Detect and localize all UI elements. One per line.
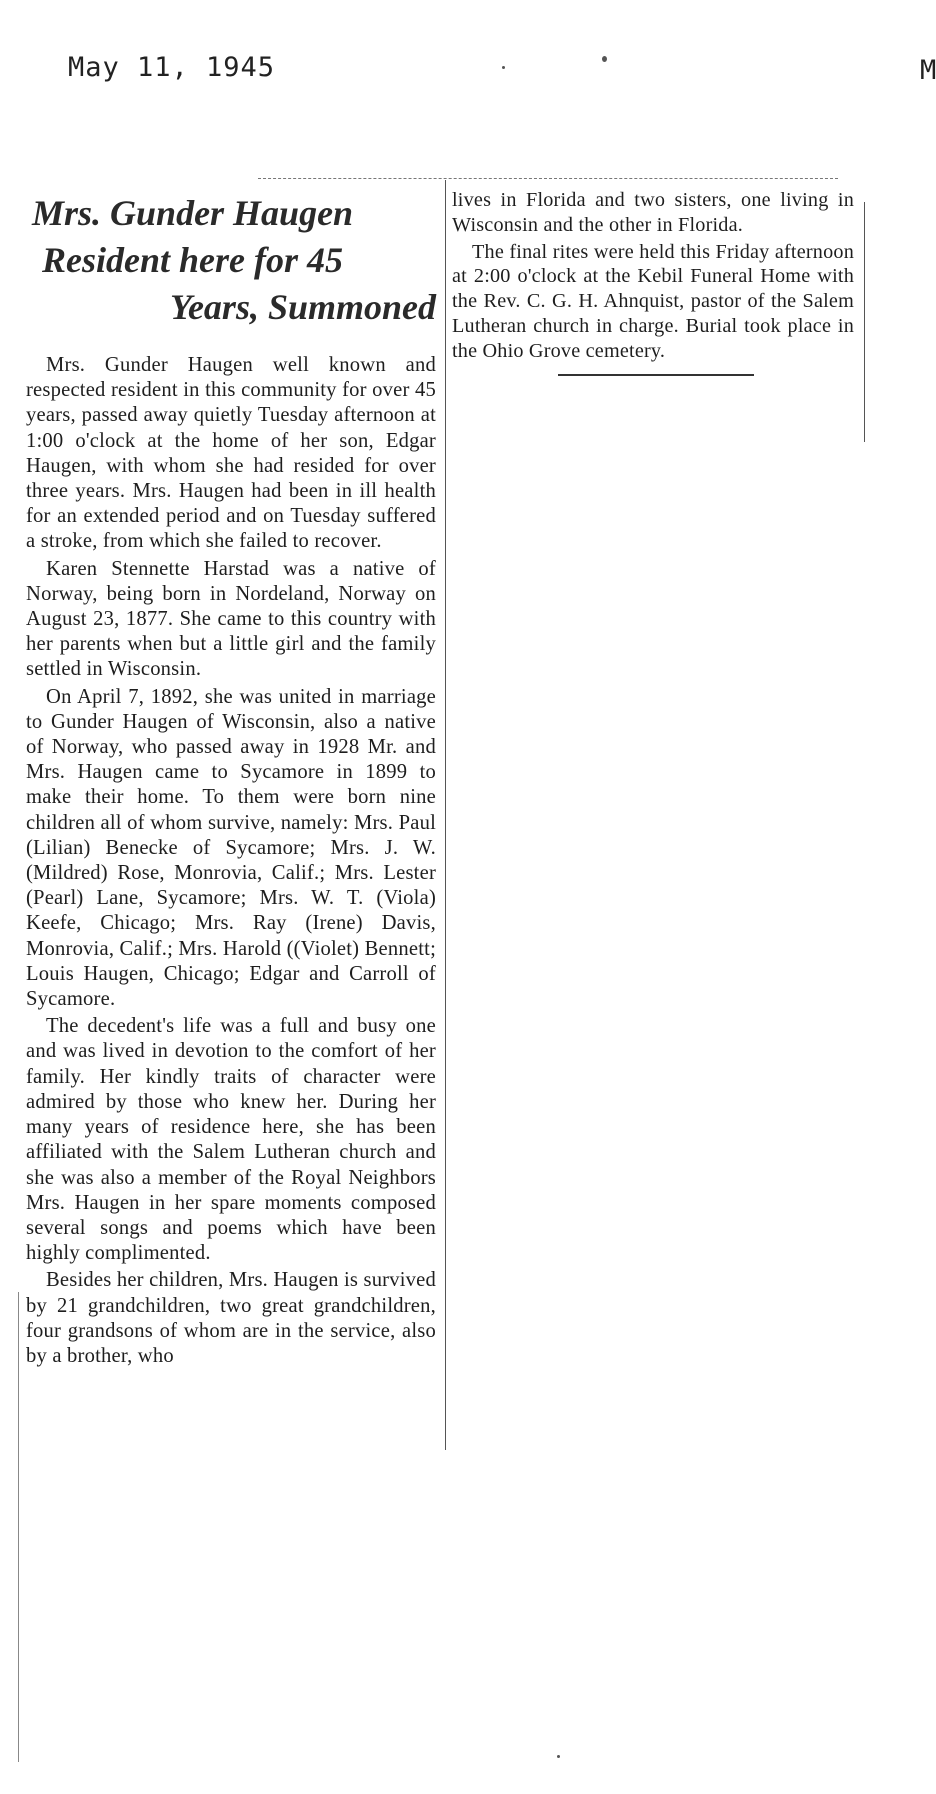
article-paragraph: lives in Florida and two sisters, one living in Wisconsin and the other in Florida. [452,189,854,236]
article-paragraph: The final rites were held this Friday afternoon at 2:00 o'clock at the Kebil Funeral Home with the Rev. C. G. H. Ahnquist, pastor of the Salem Lutheran church in charge. Burial took place in the Ohio Grove cemetery. [452,240,854,362]
headline-line-3: Years, Summoned [169,287,436,327]
article-end-rule [558,374,754,376]
left-column [26,190,436,1371]
clipping-edge-right [864,202,865,442]
column-divider [445,180,446,1450]
headline-line-2: Resident here for 45 [42,240,343,280]
article-paragraph: The decedent's life was a full and busy one and was lived in devotion to the comfort of her family. Her kindly traits of character were admired by those who knew her. During her many years of residence here, she has been affiliated with the Salem Lutheran church and she was also a member of the Royal Neighbors Mrs. Haugen in her spare moments composed several songs and poems which have been highly complimented. [26,1015,436,1265]
speck [602,56,607,62]
right-column [452,188,854,376]
speck [502,66,505,69]
article-paragraph: Besides her children, Mrs. Haugen is survived by 21 grandchildren, two great grandchildren, four grandsons of whom are in the service, also by a brother, who [26,1269,436,1367]
newspaper-clipping [18,172,860,1762]
article-paragraph: On April 7, 1892, she was united in marriage to Gunder Haugen of Wisconsin, also a native of Norway, who passed away in 1928 Mr. and Mrs. Haugen came to Sycamore in 1899 to make their home. To them were born nine children all of whom survive, namely: Mrs. Paul (Lilian) Benecke of Sycamore; Mrs. J. W. (Mildred) Rose, Monrovia, Calif.; Mrs. Lester (Pearl) Lane, Sycamore; Mrs. W. T. (Viola) Keefe, Chicago; Mrs. Ray (Irene) Davis, Monrovia, Calif.; Mrs. Harold ((Violet) Bennett; Louis Haugen, Chicago; Edgar and Carroll of Sycamore. [26,685,436,1011]
article-paragraph: Karen Stennette Harstad was a native of Norway, being born in Nordeland, Norway on August 23, 1877. She came to this country with her parents when but a little girl and the family settled in Wisconsin. [26,557,436,681]
clipping-edge-left [18,1292,19,1762]
top-rule [258,178,838,179]
date-stamp: May 11, 1945 [68,52,276,83]
article-paragraph: Mrs. Gunder Haugen well known and respected resident in this community for over 45 years, passed away quietly Tuesday afternoon at 1:00 o'clock at the home of her son, Edgar Haugen, with whom she had resided for over three years. Mrs. Haugen had been in ill health for an extended period and on Tuesday suffered a stroke, from which she failed to recover. [26,354,436,553]
headline [26,190,436,331]
headline-line-1: Mrs. Gunder Haugen [32,193,354,233]
edge-mark: M [920,55,936,86]
